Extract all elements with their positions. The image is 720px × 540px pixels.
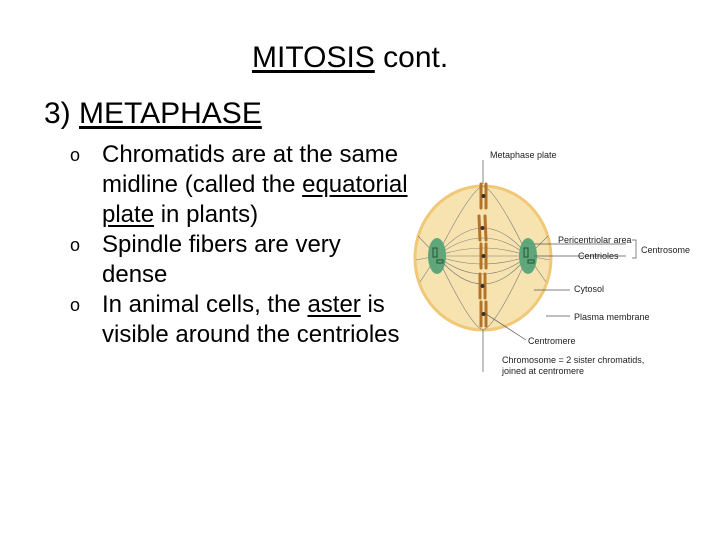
label-cytosol: Cytosol [574, 284, 605, 294]
slide-title [252, 40, 448, 76]
label-plasma-membrane: Plasma membrane [574, 312, 650, 322]
bullet-marker: o [70, 295, 81, 315]
title-main: MITOSIS [252, 41, 375, 74]
label-chromosome: Chromosome = 2 sister chromatids, [502, 355, 645, 365]
label-chromosome-detail: joined at centromere [502, 366, 585, 376]
bullet-text: Chromatids are at the same midline (called the [102, 141, 399, 198]
bullet-item-chromatids [70, 140, 410, 230]
bullet-item-aster [70, 290, 410, 350]
bullet-text: In animal cells, the [102, 291, 308, 318]
bullet-text-end: is visible around the centrioles [102, 291, 400, 348]
heading-word: METAPHASE [79, 97, 262, 130]
label-metaphase-plate: Metaphase plate [490, 150, 557, 160]
label-centromere: Centromere [528, 336, 576, 346]
bullet-item-spindle [70, 230, 410, 290]
title-rest: cont. [374, 41, 449, 74]
bullet-text: Spindle fibers are very dense [102, 231, 341, 288]
label-pericentriolar-area: Pericentriolar area [558, 235, 632, 245]
heading-number: 3) [44, 97, 80, 130]
bullet-text-end: in plants) [154, 201, 259, 228]
label-centrosome: Centrosome [641, 245, 691, 255]
metaphase-cell-diagram [410, 140, 720, 390]
section-heading [44, 96, 262, 132]
bullet-marker: o [70, 145, 81, 165]
bullet-marker: o [70, 235, 81, 255]
label-centrioles: Centrioles [578, 251, 619, 261]
bullet-list [70, 140, 410, 350]
bullet-underlined-term: aster [307, 291, 361, 318]
bullet-underlined-term: equatorial plate [102, 171, 408, 228]
